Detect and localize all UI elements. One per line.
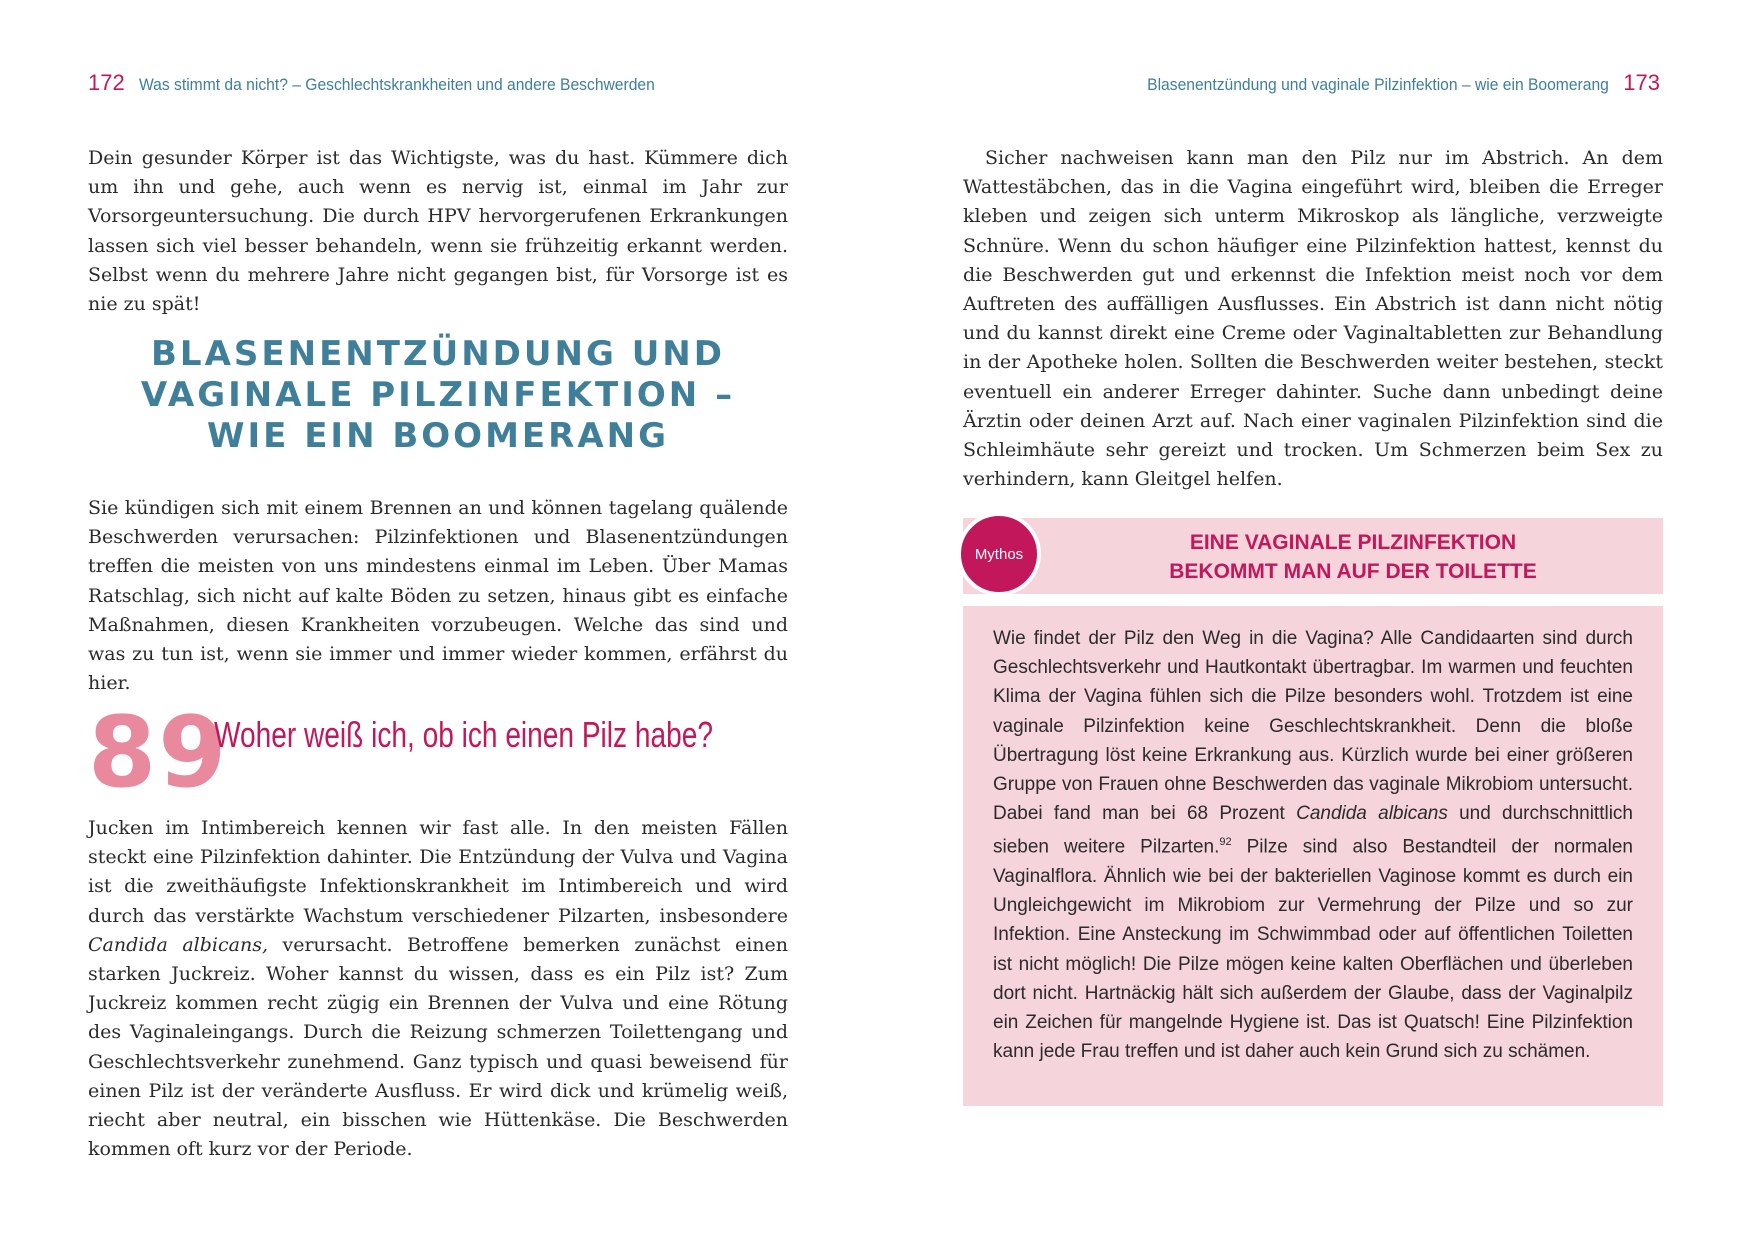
section-title <box>88 334 788 457</box>
mythos-title-line: BEKOMMT MAN AUF DER TOILETTE <box>1169 560 1537 583</box>
question-answer <box>88 814 788 1164</box>
page-number-right: 173 <box>1623 70 1660 95</box>
page-number-left: 172 <box>88 70 125 95</box>
mythos-title-line: EINE VAGINALE PILZINFEKTION <box>1189 531 1517 554</box>
question-answer-text: Jucken im Intimbereich kennen wir fast alle. In den meisten Fällen steckt eine Pilzinfektion dahinter. Die Entzündung der Vulva und Vagina ist die zweithäufigste Infektionskrankheit im Intimbereich und wird durch das verstärkte Wachstum verschiedener Pilzarten, insbesondere Candida albicans, verursacht. Betroffene bemerken zunächst einen starken Juckreiz. Woher kannst du wissen, dass es ein Pilz ist? Zum Juckreiz kommen recht zügig ein Brennen der Vulva und eine Rötung des Vaginaleingangs. Durch die Reizung schmerzen Toilettengang und Geschlechtsverkehr zunehmend. Ganz typisch und quasi beweisend für einen Pilz ist der veränderte Ausfluss. Er wird dick und krümelig weiß, riecht aber neutral, ein bisschen wie Hüttenkäse. Die Beschwerden kommen oft kurz vor der Periode. <box>88 817 788 1161</box>
header-left <box>88 70 700 96</box>
right-page-paragraph <box>963 144 1663 494</box>
header-right <box>1107 70 1660 96</box>
right-page-text: Sicher nachweisen kann man den Pilz nur im Abstrich. An dem Wattestäbchen, das in die Vagina eingeführt wird, bleiben die Erreger kleben und zeigen sich unterm Mikroskop als längliche, verzweigte Schnüre. Wenn du schon häufiger eine Pilzinfektion hattest, kennst du die Beschwerden gut und erkennst die Infektion meist noch vor dem Auftreten des auffälligen Ausflusses. Ein Abstrich ist dann nicht nötig und du kannst direkt eine Creme oder Vaginaltabletten zur Behandlung in der Apotheke holen. Sollten die Beschwerden weiter bestehen, steckt eventuell ein anderer Erreger dahinter. Suche dann unbedingt deine Ärztin oder deinen Arzt auf. Nach einer vaginalen Pilzinfektion sind die Schleimhäute sehr gereizt und trocken. Um Schmerzen beim Sex zu verhindern, kann Gleitgel helfen. <box>963 147 1663 491</box>
footnote-ref: 92 <box>1219 836 1232 849</box>
intro-text: Dein gesunder Körper ist das Wichtigste, was du hast. Kümmere dich um ihn und gehe, auch wenn es nervig ist, einmal im Jahr zur Vorsorgeuntersuchung. Die durch HPV hervorgerufenen Erkrankungen lassen sich viel besser behandeln, wenn sie frühzeitig erkannt werden. Selbst wenn du mehrere Jahre nicht gegangen bist, für Vorsorge ist es nie zu spät! <box>88 147 788 316</box>
section-title-line: BLASENENTZÜNDUNG UND <box>151 334 725 374</box>
mythos-badge: Mythos <box>957 512 1041 596</box>
running-title-right: Blasenentzündung und vaginale Pilzinfektion – wie ein Boomerang <box>1147 75 1609 94</box>
mythos-text: Wie findet der Pilz den Weg in die Vagina? Alle Candidaarten sind durch Geschlechtsverkehr und Hautkontakt übertragbar. Im warmen und feuchten Klima der Vagina fühlen sich die Pilze besonders wohl. Trotzdem ist eine vaginale Pilzinfektion keine Geschlechtskrankheit. Denn die bloße Übertragung löst keine Erkrankung aus. Kürzlich wurde bei einer größeren Gruppe von Frauen ohne Beschwerden das vaginale Mikrobiom untersucht. Dabei fand man bei 68 Prozent Candida albicans und durchschnittlich sieben weitere Pilzarten.$^{92}$ Pilze sind also Bestandteil der normalen Vaginalflora. Ähnlich wie bei der bakteriellen Vaginose kommt es durch ein Ungleichgewicht im Mikrobiom zur Vermehrung der Pilze und so zur Infektion. Eine Ansteckung im Schwimmbad oder auf öffentlichen Toiletten ist nicht möglich! Die Pilze mögen keine kalten Oberflächen und überleben dort nicht. Hartnäckig hält sich außerdem der Glaube, dass der Vaginalpilz ein Zeichen für mangelnde Hygiene ist. Das ist Quatsch! Eine Pilzinfektion kann jede Frau treffen und ist daher auch kein Grund sich zu schämen. <box>993 628 1634 1063</box>
question-title: Woher weiß ich, ob ich einen Pilz habe? <box>214 714 713 755</box>
mythos-header <box>963 518 1663 594</box>
section-title-line: WIE EIN BOOMERANG <box>206 416 670 456</box>
section-intro-text: Sie kündigen sich mit einem Brennen an und können tagelang quälende Beschwerden verursachen: Pilzinfektionen und Blasenentzündungen treffen die meisten von uns mindestens einmal im Leben. Über Mamas Ratschlag, sich nicht auf kalte Böden zu setzen, hinaus gibt es einfache Maßnahmen, diesen Krankheiten vorzubeugen. Welche das sind und was zu tun ist, wenn sie immer und immer wieder kommen, erfährst du hier. <box>88 497 788 695</box>
question-number: 89 <box>88 696 229 810</box>
intro-paragraph <box>88 144 788 319</box>
mythos-box <box>963 606 1663 1106</box>
running-title-left: Was stimmt da nicht? – Geschlechtskrankheiten und andere Beschwerden <box>139 75 655 94</box>
mythos-title <box>1053 528 1653 586</box>
section-title-line: VAGINALE PILZINFEKTION – <box>140 375 736 415</box>
section-intro <box>88 494 788 698</box>
